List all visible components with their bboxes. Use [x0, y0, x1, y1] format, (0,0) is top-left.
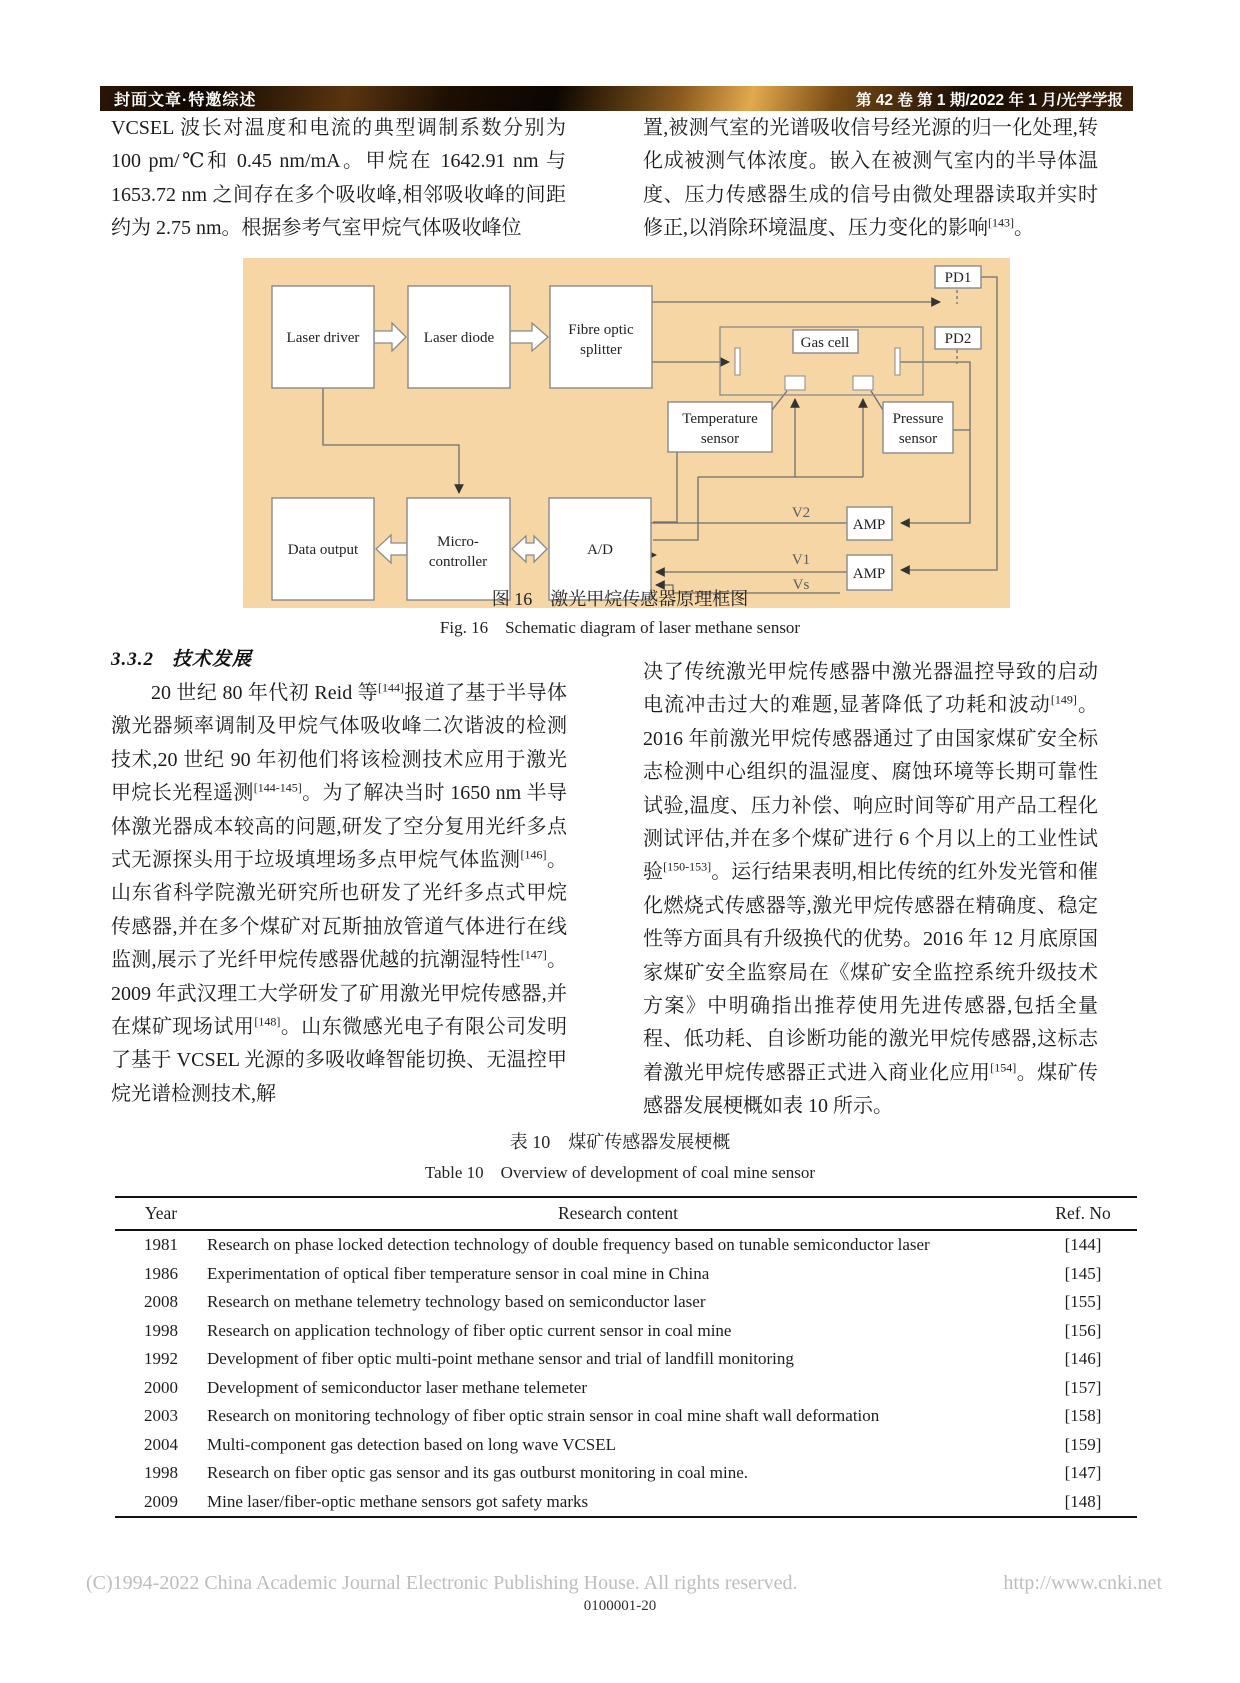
intro-paragraph-left: VCSEL 波长对温度和电流的典型调制系数分别为 100 pm/℃和 0.45 nm/mA。甲烷在 1642.91 nm 与 1653.72 nm 之间存在多个吸收峰,相邻吸收峰的间距约为 2.75 nm。根据参考气室甲烷气体吸收峰位 — [111, 117, 566, 240]
cell-research-content: Research on phase locked detection technology of double frequency based on tunable semiconductor laser — [207, 1235, 930, 1254]
column-type-label: 封面文章·特邀综述 — [114, 92, 257, 109]
ad-label: A/D — [587, 542, 613, 558]
laser-driver-label: Laser driver — [286, 330, 360, 346]
intro-paragraph-right: 置,被测气室的光谱吸收信号经光源的归一化处理,转化成被测气体浓度。嵌入在被测气室内的半导体温度、压力传感器生成的信号由微处理器读取并实时修正,以消除环境温度、压力变化的影响[143]。 — [643, 117, 1098, 240]
cell-ref-no: [157] — [1064, 1377, 1102, 1397]
splitter-label-line2: splitter — [580, 342, 622, 358]
citation-ref: [144] — [377, 680, 404, 695]
section-title: 技术发展 — [172, 649, 253, 670]
cell-window-right — [895, 348, 900, 375]
figure-caption-zh: 图 16 激光甲烷传感器原理框图 — [491, 589, 749, 609]
micro-label-line2: controller — [428, 554, 488, 570]
cell-year: 2000 — [144, 1377, 178, 1397]
pressure-sensor-label-line2: sensor — [898, 431, 938, 447]
table-row — [115, 1317, 1137, 1346]
table-caption-en: Table 10 Overview of development of coal mine sensor — [424, 1163, 816, 1182]
cell-research-content: Development of fiber optic multi-point methane sensor and trial of landfill monitoring — [207, 1349, 794, 1368]
section-paragraph-right: 决了传统激光甲烷传感器中激光器温控导致的启动电流冲击过大的难题,显著降低了功耗和波动[149]。2016 年前激光甲烷传感器通过了由国家煤矿安全标志检测中心组织的温湿度、腐蚀环境等长期可靠性试验,温度、压力补偿、响应时间等矿用产品工程化测试评估,并在多个煤矿进行 6 个月以上的工业性试验[150-153]。运行结果表明,相比传统的红外发光管和催化燃烧式传感器等,激光甲烷传感器在精确度、稳定性等方面具有升级换代的优势。2016 年 12 月底原国家煤矿安全监察局在《煤矿安全监控系统升级技术方案》中明确指出推荐使用先进传感器,包括全量程、低功耗、自诊断功能的激光甲烷传感器,这标志着激光甲烷传感器正式进入商业化应用[154]。煤矿传感器发展梗概如表 10 所示。 — [643, 661, 1099, 1118]
figure-16-diagram — [243, 258, 1010, 608]
figure-caption-en: Fig. 16 Schematic diagram of laser methane sensor — [439, 618, 801, 637]
intro-column-left — [111, 112, 566, 246]
coal-mine-sensor-table — [115, 1196, 1137, 1518]
cell-ref-no: [144] — [1064, 1235, 1102, 1254]
table-header-row — [115, 1197, 1137, 1230]
table-caption-zh: 表 10 煤矿传感器发展梗概 — [509, 1132, 731, 1152]
cell-window-left — [735, 348, 740, 375]
table-row — [115, 1374, 1137, 1403]
cell-year: 1981 — [144, 1235, 178, 1254]
footer — [86, 1572, 1162, 1595]
cell-research-content: Research on monitoring technology of fiber optic strain sensor in coal mine shaft wall deformation — [207, 1406, 880, 1425]
table-row — [115, 1345, 1137, 1374]
cell-research-content: Research on fiber optic gas sensor and its gas outburst monitoring in coal mine. — [207, 1463, 749, 1482]
gas-cell-label: Gas cell — [800, 335, 850, 351]
temp-sensor-label-line2: sensor — [700, 431, 740, 447]
splitter-label-line1: Fibre optic — [568, 322, 634, 338]
section-column-left — [111, 644, 567, 1111]
cell-ref-no: [158] — [1064, 1406, 1102, 1425]
cell-ref-no: [147] — [1064, 1463, 1102, 1482]
cell-year: 1986 — [144, 1263, 178, 1283]
micro-label-line1: Micro- — [437, 534, 479, 550]
citation-ref: [146] — [520, 847, 547, 862]
cell-year: 2004 — [144, 1434, 178, 1454]
citation-ref: [143] — [988, 215, 1014, 230]
citation-ref: [150-153] — [663, 859, 712, 874]
cell-year: 2003 — [144, 1406, 178, 1425]
cell-research-content: Multi-component gas detection based on long wave VCSEL — [207, 1434, 617, 1454]
amp2-label: AMP — [852, 566, 886, 582]
header-ref-no: Ref. No — [1029, 1197, 1137, 1230]
cell-year: 1992 — [144, 1349, 178, 1368]
table-header — [115, 1197, 1137, 1230]
issue-info: 第 42 卷 第 1 期/2022 年 1 月/光学学报 — [855, 91, 1123, 109]
cell-ref-no: [159] — [1064, 1434, 1102, 1454]
citation-ref: [144-145] — [253, 780, 302, 795]
signal-v2-label: V2 — [791, 505, 811, 521]
intro-column-right — [643, 112, 1098, 246]
cell-research-content: Experimentation of optical fiber temperature sensor in coal mine in China — [207, 1263, 710, 1283]
pd2-label: PD2 — [944, 331, 972, 347]
cell-ref-no: [145] — [1064, 1263, 1102, 1283]
laser-diode-label: Laser diode — [423, 330, 495, 346]
pressure-sensor-label-line1: Pressure — [892, 411, 944, 427]
copyright-text: (C)1994-2022 China Academic Journal Electronic Publishing House. All rights reserved. — [86, 1572, 798, 1594]
table-row — [115, 1431, 1137, 1460]
table-body — [115, 1230, 1137, 1517]
cell-research-content: Research on application technology of fiber optic current sensor in coal mine — [207, 1320, 732, 1340]
signal-v1-label: V1 — [791, 552, 811, 568]
section-number: 3.3.2 — [111, 649, 154, 670]
signal-vs-label: Vs — [792, 577, 810, 593]
cell-temp-patch — [785, 376, 805, 390]
table-row — [115, 1459, 1137, 1488]
temp-sensor-label-line1: Temperature — [682, 411, 758, 427]
table-row — [115, 1288, 1137, 1317]
laser-methane-sensor-schematic — [243, 258, 1010, 608]
cell-research-content: Research on methane telemetry technology based on semiconductor laser — [207, 1292, 706, 1311]
cell-year: 1998 — [144, 1463, 178, 1482]
cell-pressure-patch — [853, 376, 873, 390]
amp1-label: AMP — [852, 517, 886, 533]
cell-year: 1998 — [144, 1320, 178, 1340]
data-output-label: Data output — [287, 542, 359, 558]
table-row — [115, 1230, 1137, 1260]
citation-ref: [154] — [990, 1060, 1017, 1075]
cell-ref-no: [146] — [1064, 1349, 1102, 1368]
section-column-right — [643, 656, 1098, 1124]
cell-research-content: Mine laser/fiber-optic methane sensors got safety marks — [207, 1491, 589, 1511]
cell-year: 2008 — [144, 1292, 178, 1311]
cell-ref-no: [155] — [1064, 1292, 1102, 1311]
citation-ref: [149] — [1050, 692, 1077, 707]
cell-ref-no: [156] — [1064, 1320, 1102, 1340]
header-research-content: Research content — [207, 1197, 1029, 1230]
cell-ref-no: [148] — [1064, 1491, 1102, 1511]
citation-ref: [148] — [254, 1014, 281, 1029]
page-number: 0100001-20 — [583, 1598, 657, 1614]
page-header-band — [100, 86, 1133, 111]
table-row — [115, 1488, 1137, 1518]
citation-ref: [147] — [520, 947, 547, 962]
cnki-url: http://www.cnki.net — [1003, 1572, 1162, 1594]
cell-year: 2009 — [144, 1491, 178, 1511]
section-heading — [111, 644, 567, 671]
pd1-label: PD1 — [944, 270, 972, 286]
header-year: Year — [115, 1197, 207, 1230]
section-paragraph-left: 20 世纪 80 年代初 Reid 等[144]报道了基于半导体激光器频率调制及甲烷气体吸收峰二次谐波的检测技术,20 世纪 90 年初他们将该检测技术应用于激光甲烷长光程遥测[144-145]。为了解决当时 1650 nm 半导体激光器成本较高的问题,研发了空分复用光纤多点式无源探头用于垃圾填埋场多点甲烷气体监测[146]。山东省科学院激光研究所也研发了光纤多点式甲烷传感器,并在多个煤矿对瓦斯抽放管道气体进行在线监测,展示了光纤甲烷传感器优越的抗潮湿特性[147]。2009 年武汉理工大学研发了矿用激光甲烷传感器,并在煤矿现场试用[148]。山东微感光电子有限公司发明了基于 VCSEL 光源的多吸收峰智能切换、无温控甲烷光谱检测技术,解 — [111, 680, 568, 1105]
table-row — [115, 1260, 1137, 1289]
table-row — [115, 1402, 1137, 1431]
cell-research-content: Development of semiconductor laser methane telemeter — [207, 1377, 587, 1397]
